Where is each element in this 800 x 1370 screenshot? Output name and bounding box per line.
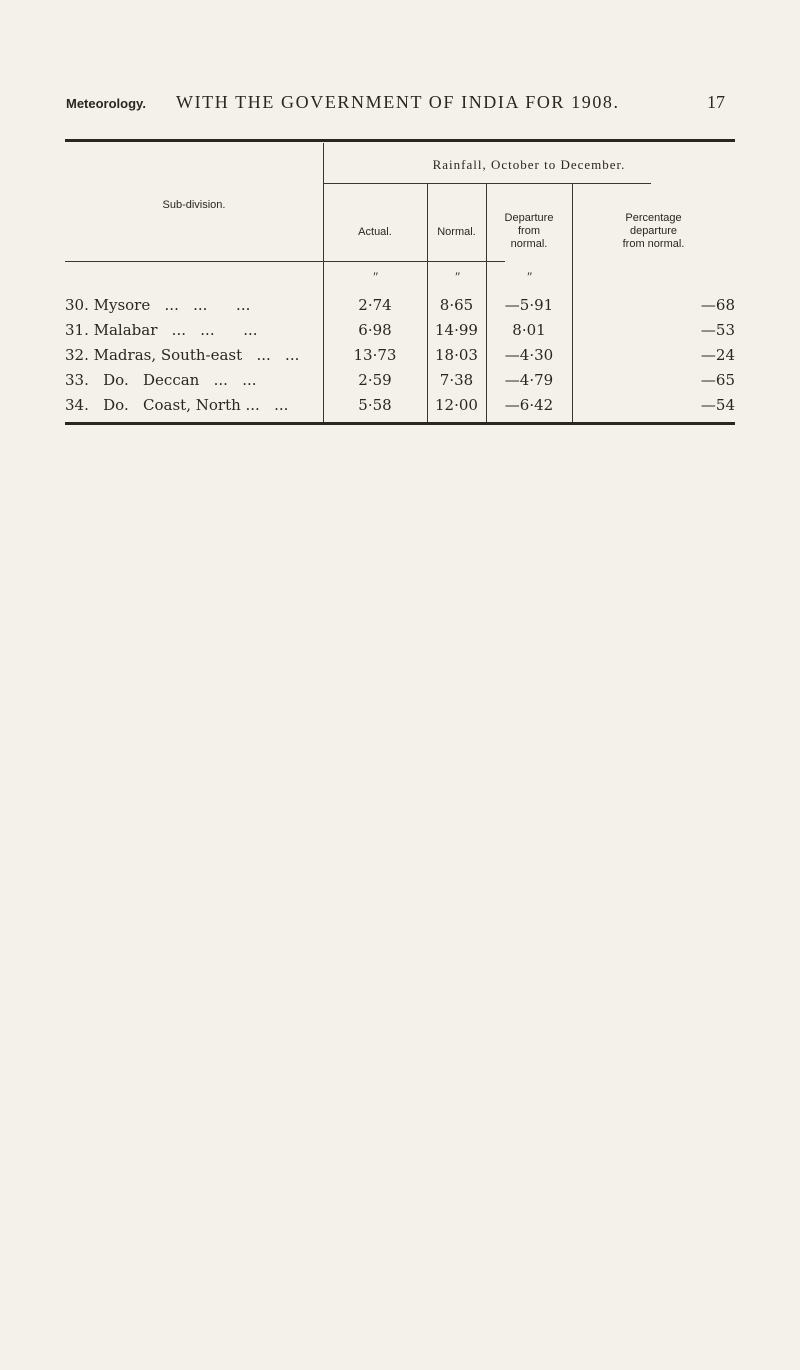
actual-header: Actual. — [358, 226, 392, 238]
actual-value: 5·58 — [358, 396, 392, 414]
normal-value: 8·65 — [439, 296, 474, 314]
group-rule — [323, 183, 651, 184]
actual-value: 13·73 — [353, 346, 397, 364]
unit-mark: ″ — [526, 269, 532, 284]
unit-mark: ″ — [372, 269, 378, 284]
departure-value: —6·42 — [504, 396, 554, 414]
running-title: WITH THE GOVERNMENT OF INDIA FOR 1908. — [176, 92, 620, 112]
departure-value: —4·79 — [504, 371, 554, 389]
table-row — [65, 296, 735, 318]
percentage-value: —54 — [700, 396, 735, 414]
percentage-header: Percentage departure from normal. — [622, 212, 685, 250]
normal-header: Normal. — [437, 226, 476, 238]
table-row — [65, 346, 735, 368]
percentage-value: —24 — [700, 346, 735, 364]
table-row — [65, 371, 735, 393]
unit-mark: ″ — [454, 269, 460, 284]
rainfall-table — [65, 139, 735, 426]
page-header — [0, 92, 800, 122]
normal-value: 12·00 — [435, 396, 478, 414]
table-bottom-rule — [65, 422, 735, 425]
table-row — [65, 396, 735, 418]
actual-value: 6·98 — [358, 321, 392, 339]
percentage-value: —65 — [700, 371, 735, 389]
row-label: 32. Madras, South-east ... ... — [65, 346, 300, 364]
departure-value: —4·30 — [504, 346, 554, 364]
table-top-rule — [65, 139, 735, 142]
normal-value: 18·03 — [435, 346, 478, 364]
departure-value: 8·01 — [512, 321, 546, 339]
departure-value: —5·91 — [504, 296, 554, 314]
actual-value: 2·74 — [358, 296, 392, 314]
group-title: Rainfall, October to December. — [432, 157, 626, 172]
header-rule — [65, 261, 505, 262]
actual-value: 2·59 — [358, 371, 392, 389]
page-number: 17 — [707, 92, 725, 112]
table-row — [65, 321, 735, 343]
normal-value: 7·38 — [439, 371, 474, 389]
row-label: 31. Malabar ... ... ... — [65, 321, 258, 339]
normal-value: 14·99 — [435, 321, 478, 339]
percentage-value: —68 — [700, 296, 735, 314]
row-label: 30. Mysore ... ... ... — [65, 296, 251, 314]
subdivision-header: Sub-division. — [162, 199, 226, 211]
percentage-value: —53 — [700, 321, 735, 339]
row-label: 33. Do. Deccan ... ... — [65, 371, 257, 389]
row-label: 34. Do. Coast, North ... ... — [65, 396, 289, 414]
section-label: Meteorology. — [66, 96, 146, 111]
departure-header: Departure from normal. — [504, 212, 554, 250]
